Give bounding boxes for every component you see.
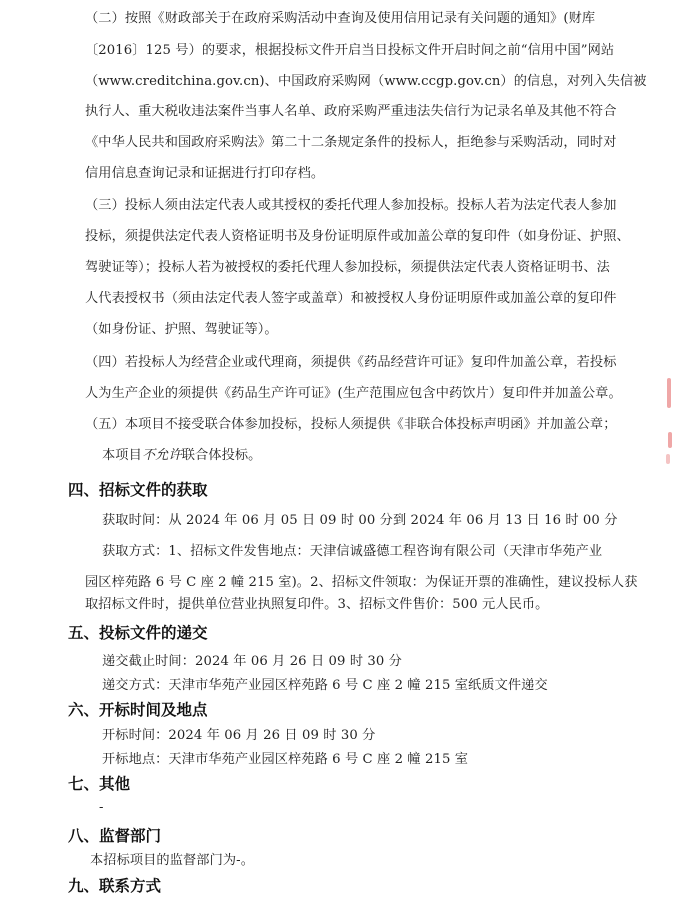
paragraph-2-line-5: 《中华人民共和国政府采购法》第二十二条规定条件的投标人，拒绝参与采购活动，同时对 (85, 135, 617, 150)
paragraph-3-line-4: 人代表授权书（须由法定代表人签字或盖章）和被授权人身份证明原件或加盖公章的复印件 (85, 291, 617, 306)
joint-bid-suffix: 联合体投标。 (181, 448, 262, 463)
section-4-time: 获取时间：从 2024 年 06 月 05 日 09 时 00 分到 2024 年 06 月 13 日 16 时 00 分 (102, 513, 618, 528)
paragraph-4-line-2: 人为生产企业的须提供《药品生产许可证》(生产范围应包含中药饮片）复印件并加盖公章。 (85, 386, 622, 401)
joint-bid-note (102, 447, 261, 465)
section-8-content: 本招标项目的监督部门为-。 (90, 853, 255, 868)
paragraph-3-line-2: 投标，须提供法定代表人资格证明书及身份证明原件或加盖公章的复印件（如身份证、护照、 (85, 229, 630, 244)
paragraph-2-line-6: 信用信息查询记录和证据进行打印存档。 (85, 166, 325, 181)
section-4-method-line-1: 获取方式：1、招标文件发售地点：天津信诚盛德工程咨询有限公司（天津市华苑产业 (102, 544, 603, 559)
paragraph-2-line-4: 执行人、重大税收违法案件当事人名单、政府采购严重违法失信行为记录名单及其他不符合 (85, 104, 617, 119)
joint-bid-prefix: 本项目 (102, 448, 142, 463)
paragraph-2-line-3: （www.creditchina.gov.cn)、中国政府采购网（www.ccgp.gov.cn）的信息，对列入失信被 (85, 74, 647, 89)
section-7-heading: 七、其他 (68, 775, 131, 793)
section-7-content: - (99, 800, 104, 815)
section-4-method-line-2: 园区梓苑路 6 号 C 座 2 幢 215 室)。2、招标文件领取：为保证开票的准确性，建议投标人获 (85, 575, 638, 590)
paragraph-3-line-1: （三）投标人须由法定代表人或其授权的委托代理人参加投标。投标人若为法定代表人参加 (85, 198, 617, 213)
section-6-place: 开标地点：天津市华苑产业园区梓苑路 6 号 C 座 2 幢 215 室 (102, 752, 469, 767)
paragraph-4-line-1: （四）若投标人为经营企业或代理商，须提供《药品经营许可证》复印件加盖公章，若投标 (85, 355, 617, 370)
section-6-heading: 六、开标时间及地点 (68, 701, 208, 719)
stamp-edge-mark (668, 432, 672, 448)
section-8-heading: 八、监督部门 (68, 827, 162, 845)
section-4-heading: 四、招标文件的获取 (68, 481, 208, 499)
paragraph-2-line-1: （二）按照《财政部关于在政府采购活动中查询及使用信用记录有关问题的通知》(财库 (85, 11, 596, 26)
paragraph-5: （五）本项目不接受联合体参加投标，投标人须提供《非联合体投标声明函》并加盖公章； (85, 417, 617, 432)
section-5-heading: 五、投标文件的递交 (68, 624, 208, 642)
stamp-edge-mark (667, 378, 671, 408)
joint-bid-emphasis: 不允许 (141, 448, 182, 463)
paragraph-2-line-2: 〔2016〕125 号）的要求，根据投标文件开启当日投标文件开启时间之前“信用中国”网站 (85, 43, 615, 58)
paragraph-3-line-5: （如身份证、护照、驾驶证等）。 (85, 322, 278, 337)
section-5-deadline: 递交截止时间：2024 年 06 月 26 日 09 时 30 分 (102, 654, 402, 669)
section-6-time: 开标时间：2024 年 06 月 26 日 09 时 30 分 (102, 728, 376, 743)
section-9-heading: 九、联系方式 (68, 877, 162, 895)
section-4-method-line-3: 取招标文件时，提供单位营业执照复印件。3、招标文件售价：500 元人民币。 (85, 597, 549, 612)
paragraph-3-line-3: 驾驶证等）；投标人若为被授权的委托代理人参加投标，须提供法定代表人资格证明书、法 (85, 260, 610, 275)
stamp-edge-mark (666, 454, 670, 464)
section-5-method: 递交方式：天津市华苑产业园区梓苑路 6 号 C 座 2 幢 215 室纸质文件递交 (102, 678, 548, 693)
